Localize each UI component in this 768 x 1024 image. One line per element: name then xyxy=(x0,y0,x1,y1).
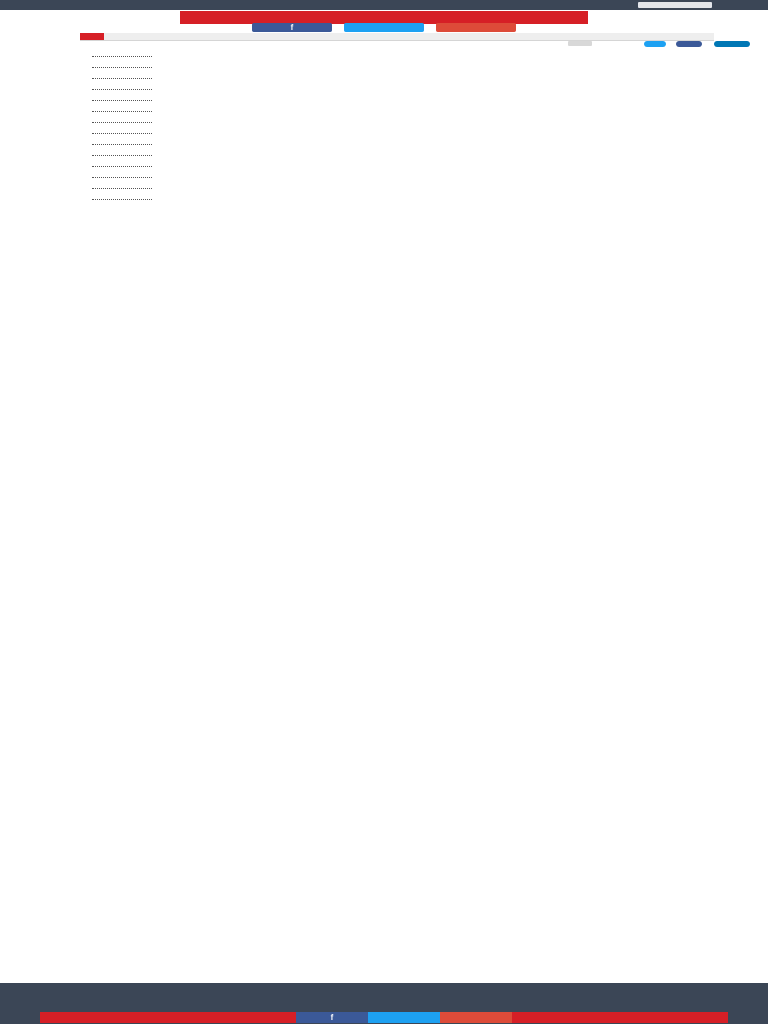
post-meta xyxy=(568,41,592,46)
answer-blank xyxy=(92,63,164,74)
answer-blank-line xyxy=(92,155,152,156)
answer-blank-line xyxy=(92,144,152,145)
matching-row xyxy=(92,63,714,74)
matching-row xyxy=(92,129,714,140)
answer-blank xyxy=(92,129,164,140)
answer-blank-line xyxy=(92,100,152,101)
bottom-logo[interactable] xyxy=(40,1012,296,1023)
matching-definition xyxy=(414,85,714,96)
matching-term xyxy=(216,195,386,206)
linkedin-mini-share-button[interactable] xyxy=(714,41,750,47)
answer-blank xyxy=(92,107,164,118)
matching-number xyxy=(164,107,216,118)
answer-blank xyxy=(92,162,164,173)
matching-term xyxy=(216,74,386,85)
matching-term xyxy=(216,162,386,173)
bottom-twitter-button[interactable] xyxy=(368,1012,440,1023)
breadcrumb xyxy=(64,40,704,48)
answer-blank xyxy=(92,173,164,184)
matching-row xyxy=(92,184,714,195)
answer-blank-line xyxy=(92,133,152,134)
matching-letter xyxy=(386,184,414,195)
matching-definition xyxy=(414,129,714,140)
matching-number xyxy=(164,129,216,140)
facebook-icon: f xyxy=(290,23,294,32)
matching-number xyxy=(164,85,216,96)
matching-letter xyxy=(386,63,414,74)
matching-row xyxy=(92,96,714,107)
facebook-mini-share-button[interactable] xyxy=(676,41,702,47)
matching-term xyxy=(216,151,386,162)
matching-term xyxy=(216,184,386,195)
answer-blank-line xyxy=(92,122,152,123)
matching-term xyxy=(216,85,386,96)
footer-nav xyxy=(72,998,672,1010)
matching-letter xyxy=(386,140,414,151)
matching-term xyxy=(216,140,386,151)
matching-number xyxy=(164,63,216,74)
bottom-bar xyxy=(0,1011,768,1024)
bottom-facebook-button[interactable] xyxy=(296,1012,368,1023)
matching-letter xyxy=(386,85,414,96)
matching-letter xyxy=(386,151,414,162)
matching-row xyxy=(92,173,714,184)
search-input[interactable] xyxy=(108,33,698,40)
matching-number xyxy=(164,118,216,129)
answer-blank-line xyxy=(92,199,152,200)
answer-blank xyxy=(92,52,164,63)
share-buttons xyxy=(252,23,516,32)
matching-row xyxy=(92,162,714,173)
bottom-googleplus-button[interactable] xyxy=(440,1012,512,1023)
matching-row xyxy=(92,85,714,96)
answer-blank-line xyxy=(92,166,152,167)
matching-letter xyxy=(386,96,414,107)
matching-number xyxy=(164,162,216,173)
matching-term xyxy=(216,52,386,63)
matching-number xyxy=(164,151,216,162)
matching-letter xyxy=(386,129,414,140)
matching-definition xyxy=(414,195,714,206)
matching-row xyxy=(92,74,714,85)
answer-blank xyxy=(92,118,164,129)
matching-row xyxy=(92,195,714,206)
matching-letter xyxy=(386,173,414,184)
matching-definition xyxy=(414,52,714,63)
matching-row xyxy=(92,52,714,63)
answer-blank-line xyxy=(92,56,152,57)
matching-letter xyxy=(386,118,414,129)
answer-blank xyxy=(92,85,164,96)
matching-definition xyxy=(414,162,714,173)
matching-letter xyxy=(386,107,414,118)
facebook-share-button[interactable] xyxy=(252,23,332,32)
googleplus-share-button[interactable] xyxy=(436,23,516,32)
answer-blank-line xyxy=(92,177,152,178)
matching-number xyxy=(164,52,216,63)
answer-blank-line xyxy=(92,111,152,112)
answer-blank-line xyxy=(92,188,152,189)
answer-blank-line xyxy=(92,78,152,79)
matching-number xyxy=(164,173,216,184)
matching-term xyxy=(216,107,386,118)
answer-blank xyxy=(92,195,164,206)
answer-blank xyxy=(92,140,164,151)
twitter-share-button[interactable] xyxy=(344,23,424,32)
answer-blank-line xyxy=(92,89,152,90)
matching-letter xyxy=(386,195,414,206)
matching-term xyxy=(216,63,386,74)
top-strip xyxy=(0,0,768,10)
top-search-box[interactable] xyxy=(638,2,712,8)
article xyxy=(92,48,714,970)
matching-letter xyxy=(386,162,414,173)
twitter-mini-share-button[interactable] xyxy=(644,41,666,47)
matching-row xyxy=(92,140,714,151)
matching-term xyxy=(216,173,386,184)
matching-definition xyxy=(414,184,714,195)
matching-definition xyxy=(414,118,714,129)
answer-blank xyxy=(92,151,164,162)
matching-term xyxy=(216,118,386,129)
answer-blank xyxy=(92,184,164,195)
matching-definition xyxy=(414,63,714,74)
matching-term xyxy=(216,129,386,140)
matching-definition xyxy=(414,173,714,184)
search-button[interactable] xyxy=(80,33,104,40)
answer-blank xyxy=(92,96,164,107)
matching-table xyxy=(92,52,714,206)
matching-row xyxy=(92,151,714,162)
matching-row xyxy=(92,118,714,129)
matching-definition xyxy=(414,96,714,107)
answer-blank xyxy=(92,74,164,85)
matching-letter xyxy=(386,74,414,85)
matching-definition xyxy=(414,140,714,151)
matching-term xyxy=(216,96,386,107)
matching-number xyxy=(164,96,216,107)
matching-definition xyxy=(414,151,714,162)
matching-row xyxy=(92,107,714,118)
answer-blank-line xyxy=(92,67,152,68)
matching-number xyxy=(164,140,216,151)
matching-number xyxy=(164,74,216,85)
site-credit[interactable] xyxy=(512,1012,728,1023)
facebook-icon: f xyxy=(330,1013,334,1022)
matching-definition xyxy=(414,107,714,118)
matching-definition xyxy=(414,74,714,85)
footer xyxy=(0,983,768,1011)
matching-letter xyxy=(386,52,414,63)
matching-number xyxy=(164,195,216,206)
matching-number xyxy=(164,184,216,195)
